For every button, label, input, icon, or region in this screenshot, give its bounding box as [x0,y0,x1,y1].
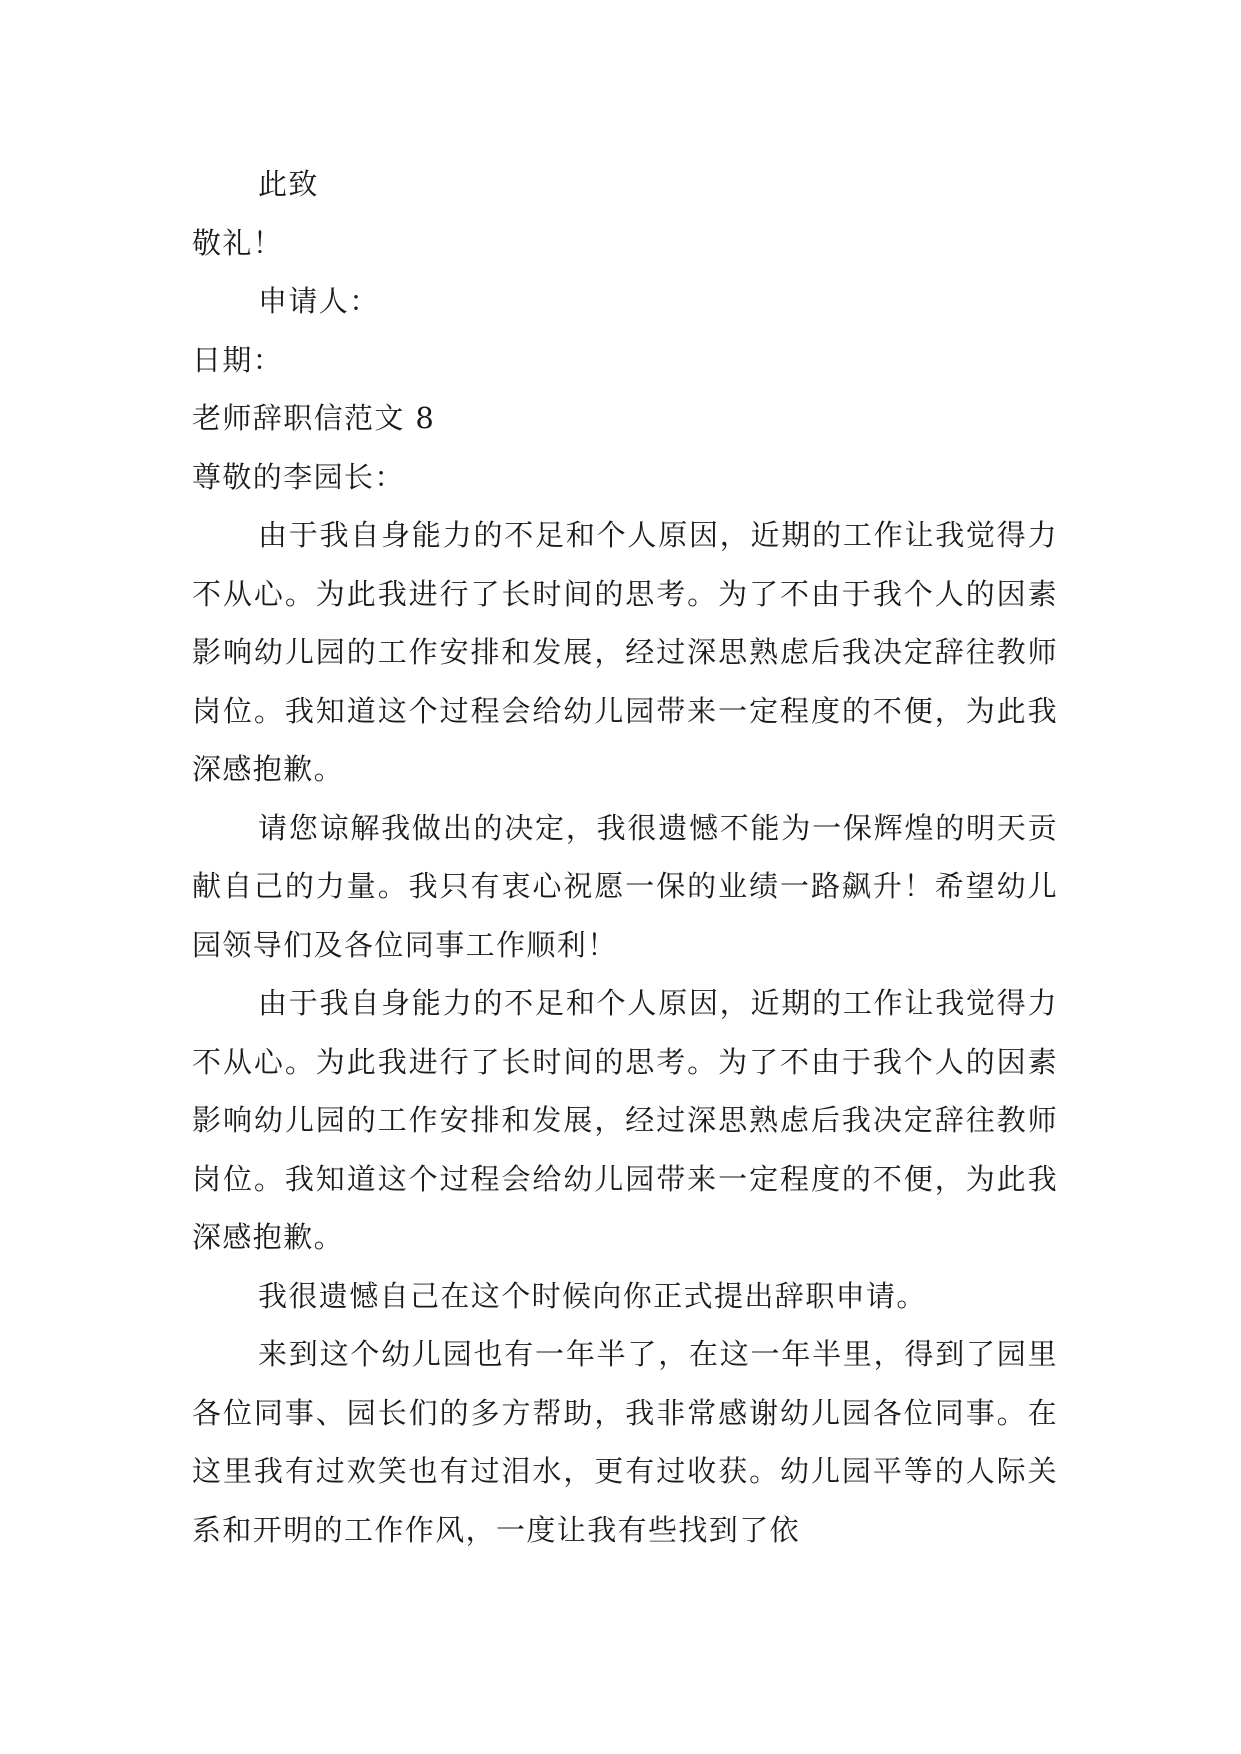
paragraph: 由于我自身能力的不足和个人原因，近期的工作让我觉得力不从心。为此我进行了长时间的思考。为了不由于我个人的因素影响幼儿园的工作安排和发展，经过深思熟虑后我决定辞往教师岗位。我知道这个过程会给幼儿园带来一定程度的不便，为此我深感抱歉。 [192,518,1058,786]
paragraph: 由于我自身能力的不足和个人原因，近期的工作让我觉得力不从心。为此我进行了长时间的思考。为了不由于我个人的因素影响幼儿园的工作安排和发展，经过深思熟虑后我决定辞往教师岗位。我知道这个过程会给幼儿园带来一定程度的不便，为此我深感抱歉。 [192,986,1058,1254]
addressee: 尊敬的李园长： [192,459,405,494]
section-title: 老师辞职信范文 8 [192,401,436,435]
closing-regards: 敬礼！ [192,225,284,260]
date-label: 日期： [192,342,284,377]
paragraph: 来到这个幼儿园也有一年半了，在这一年半里，得到了园里各位同事、园长们的多方帮助，我非常感谢幼儿园各位同事。在这里我有过欢笑也有过泪水，更有过收获。幼儿园平等的人际关系和开明的工作作风，一度让我有些找到了依 [192,1337,1058,1547]
paragraph: 我很遗憾自己在这个时候向你正式提出辞职申请。 [258,1278,927,1313]
closing-salutation: 此致 [258,167,319,201]
paragraph: 请您谅解我做出的决定，我很遗憾不能为一保辉煌的明天贡献自己的力量。我只有衷心祝愿一保的业绩一路飙升！希望幼儿园领导们及各位同事工作顺利！ [192,810,1058,962]
applicant-label: 申请人： [258,284,380,318]
letter-body [192,155,1058,1559]
